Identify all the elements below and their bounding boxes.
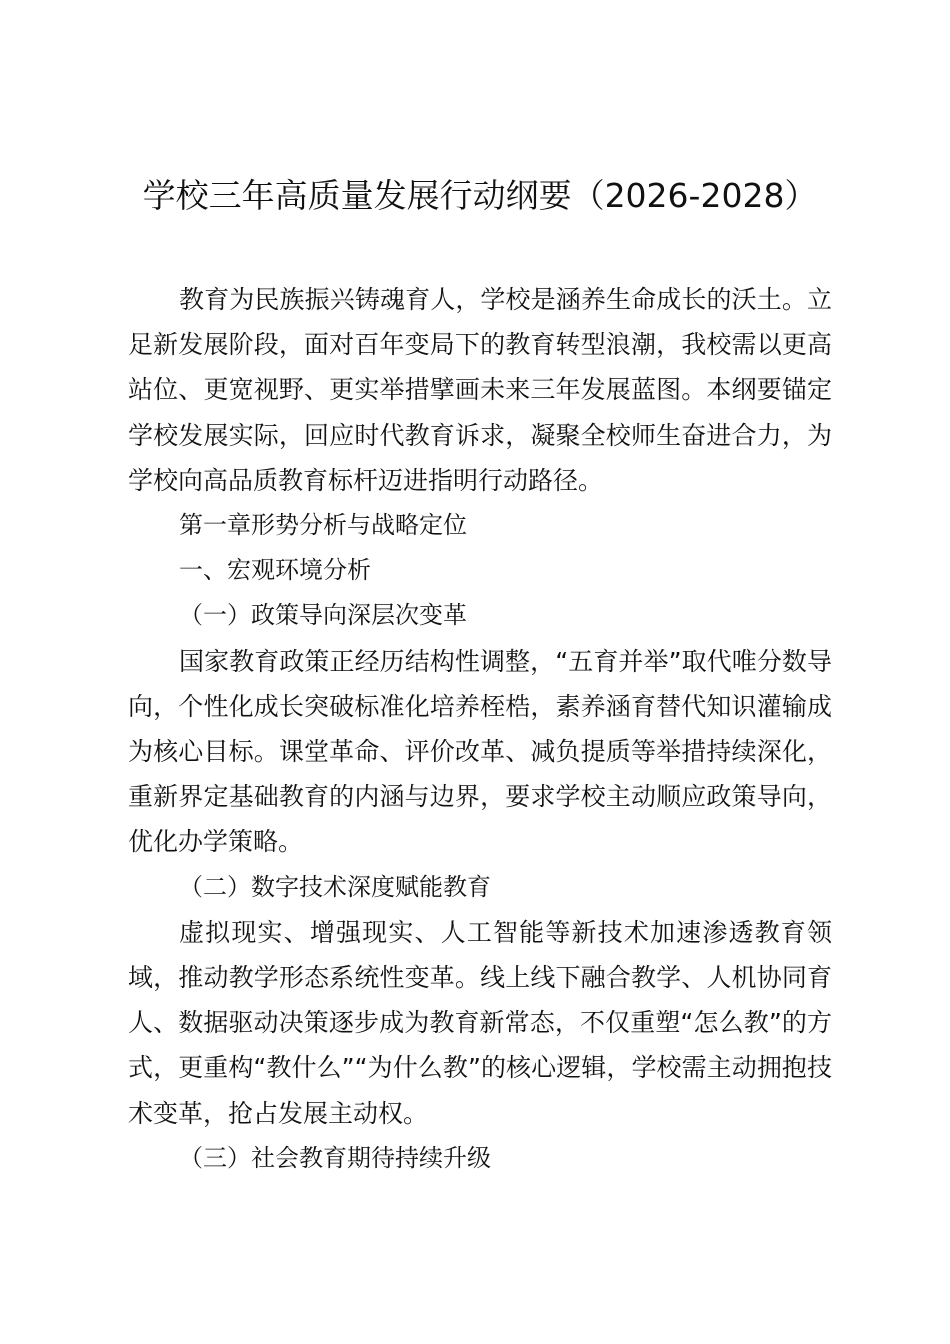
subsection-heading: （二）数字技术深度赋能教育 bbox=[179, 872, 491, 901]
intro-paragraph: 教育为民族振兴铸魂育人，学校是涵养生命成长的沃土。立足新发展阶段，面对百年变局下的教育转型浪潮，我校需以更高站位、更宽视野、更实举措擘画未来三年发展蓝图。本纲要锚定学校发展实际，回应时代教育诉求，凝聚全校师生奋进合力，为学校向高品质教育标杆迈进指明行动路径。 bbox=[128, 285, 832, 495]
document-body bbox=[128, 277, 832, 1181]
subsection-heading: （一）政策导向深层次变革 bbox=[179, 601, 467, 630]
document-title: 学校三年高质量发展行动纲要（2026-2028） bbox=[142, 176, 818, 215]
section-heading: 一、宏观环境分析 bbox=[179, 556, 371, 585]
subsection-heading: （三）社会教育期待持续升级 bbox=[179, 1143, 491, 1172]
body-paragraph: 虚拟现实、增强现实、人工智能等新技术加速渗透教育领域，推动教学形态系统性变革。线上线下融合教学、人机协同育人、数据驱动决策逐步成为教育新常态，不仅重塑“怎么教”的方式，更重构“教什么”“为什么教”的核心逻辑，学校需主动拥抱技术变革，抢占发展主动权。 bbox=[128, 917, 832, 1128]
body-paragraph: 国家教育政策正经历结构性调整，“五育并举”取代唯分数导向，个性化成长突破标准化培养桎梏，素养涵育替代知识灌输成为核心目标。课堂革命、评价改革、减负提质等举措持续深化，重新界定基础教育的内涵与边界，要求学校主动顺应政策导向，优化办学策略。 bbox=[128, 646, 832, 857]
chapter-heading: 第一章形势分析与战略定位 bbox=[179, 511, 467, 540]
